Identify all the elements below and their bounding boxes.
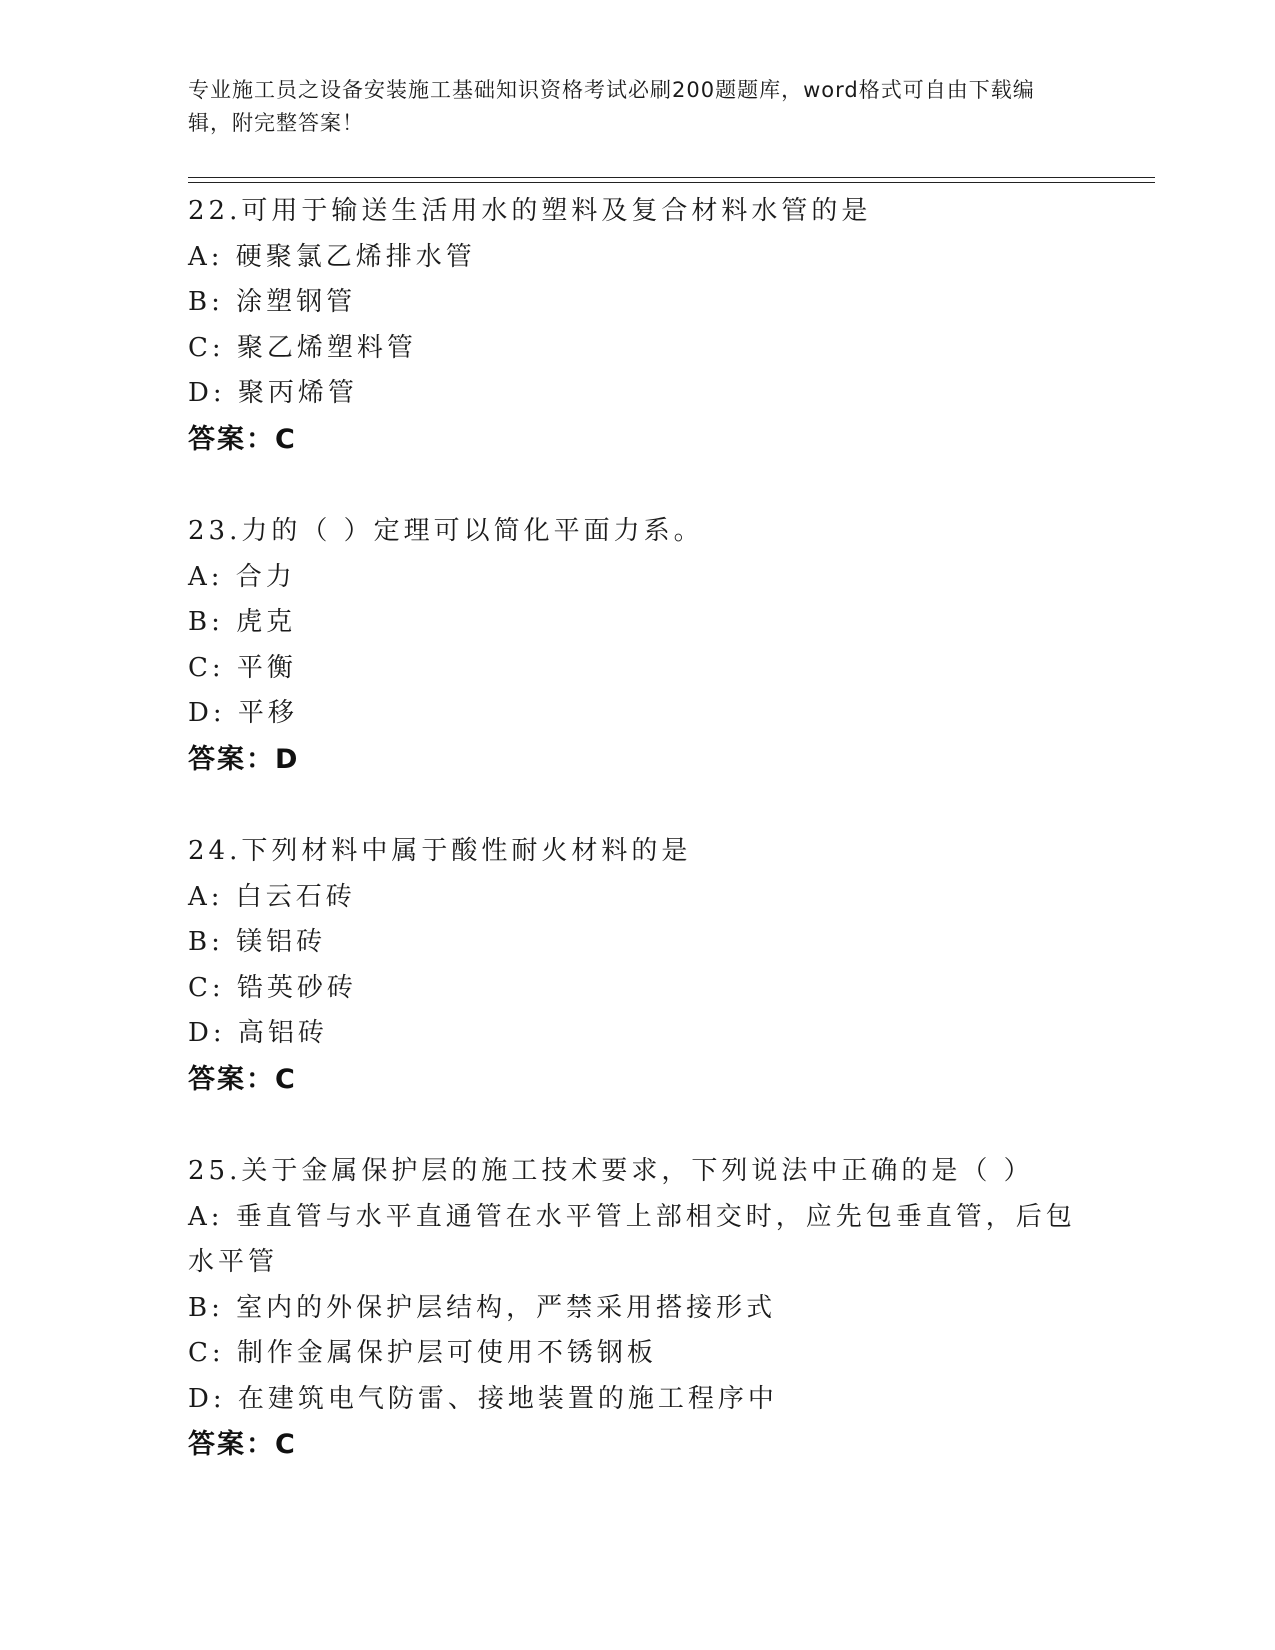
question-24 xyxy=(188,829,1088,1102)
question-stem: 22.可用于输送生活用水的塑料及复合材料水管的是 xyxy=(188,196,872,226)
question-23 xyxy=(188,509,1088,782)
question-stem: 25.关于金属保护层的施工技术要求，下列说法中正确的是（ ） xyxy=(188,1156,1034,1186)
option-c: C: 制作金属保护层可使用不锈钢板 xyxy=(188,1338,657,1368)
option-c: C: 锆英砂砖 xyxy=(188,972,357,1003)
header-divider-bottom xyxy=(188,182,1155,183)
option-a: A: 白云石砖 xyxy=(188,881,356,912)
document-header: 专业施工员之设备安装施工基础知识资格考试必刷200题题库，word格式可自由下载编辑，附完整答案！ xyxy=(188,78,1035,135)
option-a: A: 垂直管与水平直通管在水平管上部相交时，应先包垂直管，后包水平管 xyxy=(188,1201,1076,1277)
header-divider-top xyxy=(188,177,1155,178)
answer-line: 答案：D xyxy=(188,743,300,775)
option-a: A: 合力 xyxy=(188,561,296,592)
answer-line: 答案：C xyxy=(188,1429,297,1460)
option-c: C: 平衡 xyxy=(188,652,297,683)
question-25 xyxy=(188,1149,1088,1468)
option-b: B: 室内的外保护层结构，严禁采用搭接形式 xyxy=(188,1292,777,1323)
answer-line: 答案：C xyxy=(188,1063,297,1095)
option-b: B: 镁铝砖 xyxy=(188,927,327,957)
option-d: D: 聚丙烯管 xyxy=(188,378,358,408)
question-22 xyxy=(188,189,1088,462)
question-stem: 23.力的（ ）定理可以简化平面力系。 xyxy=(188,516,704,546)
option-a: A: 硬聚氯乙烯排水管 xyxy=(188,241,476,272)
option-b: B: 涂塑钢管 xyxy=(188,287,357,317)
answer-line: 答案：C xyxy=(188,423,297,455)
option-b: B: 虎克 xyxy=(188,607,297,637)
option-d: D: 高铝砖 xyxy=(188,1018,328,1048)
option-c: C: 聚乙烯塑料管 xyxy=(188,332,417,363)
question-stem: 24.下列材料中属于酸性耐火材料的是 xyxy=(188,836,692,866)
option-d: D: 平移 xyxy=(188,698,298,728)
option-d: D: 在建筑电气防雷、接地装置的施工程序中 xyxy=(188,1383,778,1414)
question-list xyxy=(188,189,1088,1515)
